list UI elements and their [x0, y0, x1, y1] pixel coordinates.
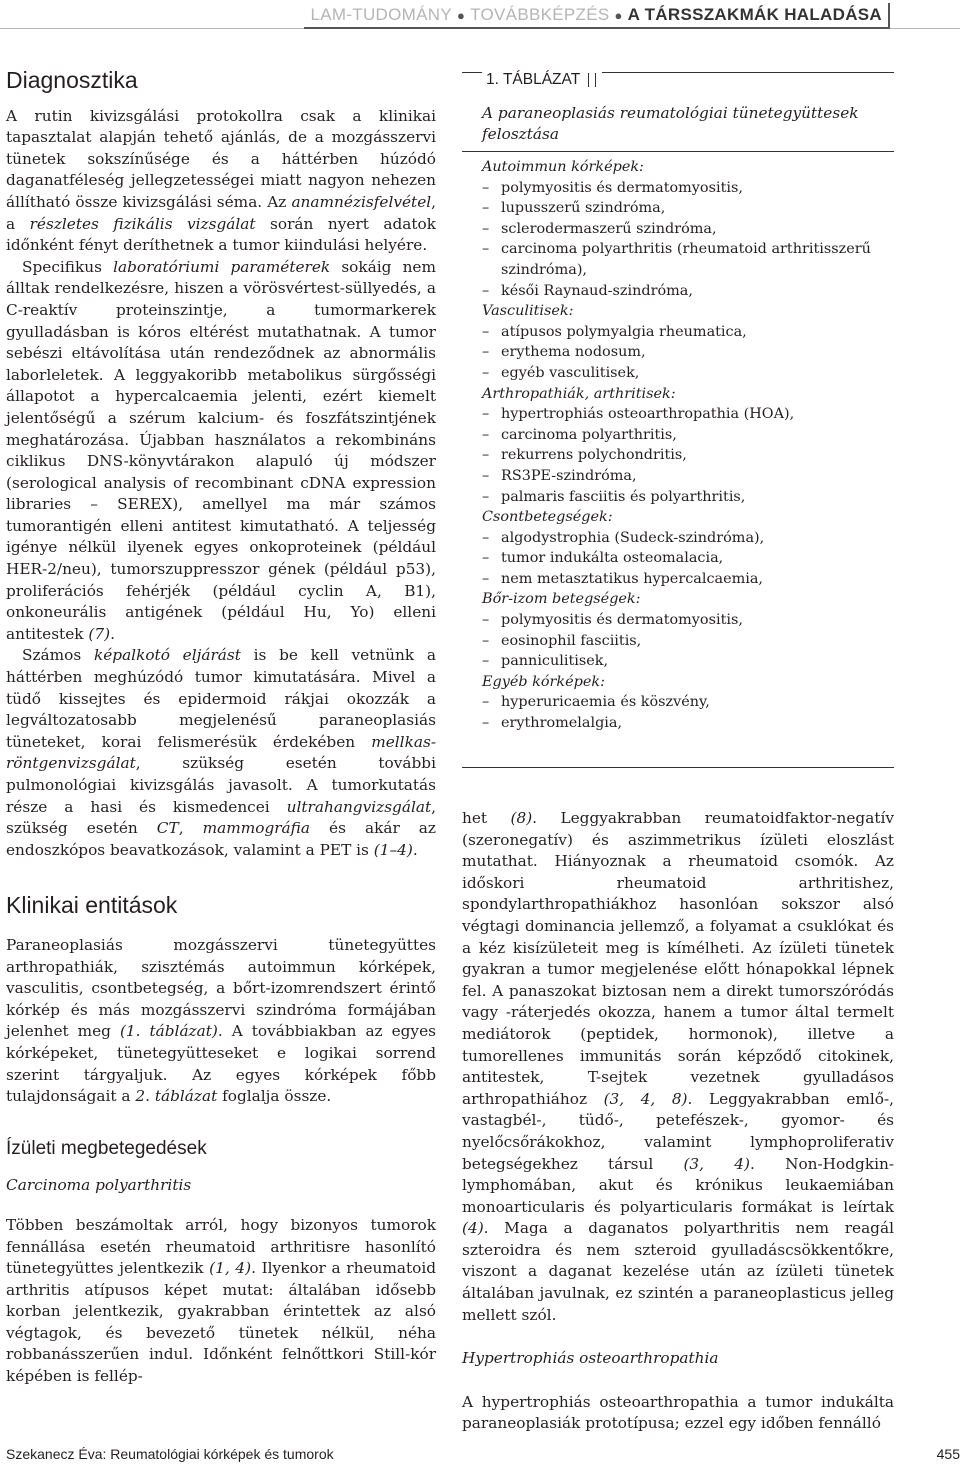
table-list-item: [482, 487, 892, 508]
dash-bullet: –: [482, 529, 490, 546]
dash-bullet: –: [482, 344, 490, 361]
heading-izuleti-megbetegedesek: Ízületi megbetegedések: [6, 1137, 207, 1159]
dash-bullet: –: [482, 467, 490, 484]
dash-bullet: –: [482, 632, 490, 649]
table-reference-link[interactable]: (1. táblázat): [119, 1022, 218, 1041]
dash-bullet: –: [482, 426, 490, 443]
paragraph-carcinoma-continued: het (8). Leggyakrabban reumatoidfaktor-negatív (szeronegatív) és aszimmetrikus ízületi eloszlást mutathat. Hiányoznak a rheumatoid csomók. Az időskori rheumatoid arthritishez, spondylarthropathiákhoz hasonlóan sokszor alsó végtagi dominancia jellemző, a folyamat a csuklókat és a kéz kisízületeit meg is kímélheti. Az ízületi tünetek gyakran a tumor megjelenése előtt hónapokkal lépnek fel. A panaszokat biztosan nem a direkt tumorszóródás vagy -ráterjedés okozza, hanem a tumor által termelt mediátorok (peptidek, hormonok), illetve a tumorellenes immunitás során képződő citokinek, antitestek, T-sejtek vezetnek gyulladásos arthropathiához (3, 4, 8). Leggyakrabban emlő-, vastagbél-, tüdő-, petefészek-, gyomor- és nyelőcsőrákokhoz, valamint lymphoproliferativ betegségekhez társul (3, 4). Non-Hodgkin-lymphomában, akut és krónikus leukaemiában monoarticularis és polyarticularis formákat is leírtak (4). Maga a daganatos polyarthritis nem reagál szteroidra és nem szteroid gyulladáscsökkentőkre, viszont a daganat kezelése után az ízületi tünetek általában javulnak, ez szintén a paraneoplasticus jelleg mellett szól.: [462, 809, 895, 1324]
table-item-text: erythema nodosum,: [501, 344, 646, 361]
heading-diagnosztika: Diagnosztika: [6, 67, 138, 93]
citation-link[interactable]: (3, 4, 8): [603, 1089, 688, 1108]
running-header: [0, 0, 960, 42]
table-list: [482, 157, 892, 734]
table-list-item: [482, 445, 892, 466]
dash-bullet: –: [482, 715, 490, 732]
table-list-item: [482, 631, 892, 652]
table-item-text: tumor indukálta osteomalacia,: [501, 550, 724, 567]
citation-link[interactable]: (1, 4): [209, 1259, 252, 1278]
dash-bullet: –: [482, 406, 490, 423]
subheading-hypertrophias-osteoarthropathia: Hypertrophiás osteoarthropathia: [462, 1349, 719, 1368]
table-list-item: [482, 363, 892, 384]
table-item-text: panniculitisek,: [501, 653, 609, 670]
table-caption-rule: [462, 151, 894, 152]
table-list-item: [482, 569, 892, 590]
table-list-item: [482, 425, 892, 446]
left-column: [6, 67, 437, 1388]
table-category: Arthropathiák, arthritisek:: [482, 385, 676, 402]
dash-bullet: –: [482, 570, 490, 587]
paragraph-intro: A rutin kivizsgálási protokollra csak a klinikai tapasztalat alapján tehető ajánlás, de a mozgásszervi tünetek sokszínűsége és a háttérben húzódó daganatféleség jellegzetességei miatt nagyon nehezen állítható össze kivizsgálási séma. Az anamnézisfelvétel, a részletes fizikális vizsgálat során nyert adatok időnként fényt deríthetnek a tumor kiindulási helyére.: [6, 106, 437, 255]
table-1: [462, 72, 894, 768]
table-item-text: polymyositis és dermatomyositis,: [501, 612, 743, 629]
paragraph-klinikai: Paraneoplasiás mozgásszervi tünetegyüttes arthropathiák, szisztémás autoimmun kórképek, vasculitis, csontbetegség, a bőrt-izomrendszert érintő kórkép és más mozgásszervi szindróma formájában jelenhet meg (1. táblázat). A továbbiakban az egyes kórképeket, tünetegyütteseket e logikai sorrend szerint tárgyaljuk. Az egyes kórképek főbb tulajdonságait a 2. táblázat foglalja össze.: [6, 935, 436, 1106]
page-number: 455: [936, 1446, 960, 1462]
table-item-text: nem metasztatikus hypercalcaemia,: [501, 570, 763, 587]
subheading-carcinoma-polyarthritis: Carcinoma polyarthritis: [6, 1176, 192, 1195]
table-category: Vasculitisek:: [482, 303, 574, 320]
table-list-item: [482, 610, 892, 631]
table-list-item: [482, 404, 892, 425]
table-item-text: egyéb vasculitisek,: [501, 364, 640, 381]
paragraph-carcinoma: Többen beszámoltak arról, hogy bizonyos tumorok fennállása esetén rheumatoid arthritisre hasonlító tünetegyüttes jelentkezik (1, 4). Ilyenkor a rheumatoid arthritis atípusos képet mutat: általában idősebb korban jelentkezik, gyakrabban érintettek az alsó végtagok, és bevezető tünetek nélkül, néha robbanásszerűen indul. Időnként felnőttkori Still-kór képében is fellép-: [6, 1215, 436, 1386]
citation-link[interactable]: (4): [462, 1219, 484, 1238]
footer-author-title: Szekanecz Éva: Reumatológiai kórképek és tumorok: [6, 1446, 334, 1462]
table-label: 1. TÁBLÁZAT: [482, 71, 602, 89]
citation-link[interactable]: (1–4): [373, 840, 413, 859]
table-list-item: [482, 692, 892, 713]
table-item-text: atípusos polymyalgia rheumatica,: [501, 323, 747, 340]
table-item-text: késői Raynaud-szindróma,: [501, 282, 693, 299]
header-part-tarsszakmak: A TÁRSSZAKMÁK HALADÁSA: [627, 5, 882, 24]
table-list-item: [482, 219, 892, 240]
dash-bullet: –: [482, 447, 490, 464]
table-item-text: sclerodermaszerű szindróma,: [501, 220, 717, 237]
dash-bullet: –: [482, 241, 490, 258]
table-item-text: hypertrophiás osteoarthropathia (HOA),: [501, 406, 795, 423]
header-part-tovabbkepzes: TOVÁBBKÉPZÉS: [470, 5, 610, 24]
dash-bullet: –: [482, 694, 490, 711]
heading-klinikai-entitasok: Klinikai entitások: [6, 892, 178, 919]
table-item-text: rekurrens polychondritis,: [501, 447, 687, 464]
table-item-text: carcinoma polyarthritis (rheumatoid arthritisszerű szindróma),: [501, 241, 871, 278]
paragraph-imaging: Számos képalkotó eljárást is be kell vetnünk a háttérben meghúzódó tumor kimutatására. Mivel a tüdő kissejtes és epidermoid rákjai okozzák a legváltozatosabb megjelenésű paraneoplasiás tüneteket, korai felismerésük érdekében mellkas-röntgenvizsgálat, szükség esetén további pulmonológiai kivizsgálás javasolt. A tumorkutatás része a hasi és kismedencei ultrahangvizsgálat, szükség esetén CT, mammográfia és akár az endoszkópos beavatkozások, valamint a PET is (1–4).: [6, 646, 437, 859]
dash-bullet: –: [482, 488, 490, 505]
table-list-item: [482, 651, 892, 672]
dash-bullet: –: [482, 612, 490, 629]
citation-link[interactable]: (8): [510, 809, 533, 827]
dash-bullet: –: [482, 200, 490, 217]
paragraph-hoa: A hypertrophiás osteoarthropathia a tumor indukálta paraneoplasiák prototípusa; ezzel egy időben fennálló: [462, 1392, 894, 1433]
table-list-item: [482, 198, 892, 219]
table-item-text: RS3PE-szindróma,: [501, 467, 637, 484]
table-list-item: [482, 342, 892, 363]
dash-bullet: –: [482, 282, 490, 299]
table-list-item: [482, 281, 892, 302]
table-list-item: [482, 178, 892, 199]
table-category: Autoimmun kórképek:: [482, 159, 644, 175]
table-list-item: [482, 466, 892, 487]
dash-bullet: –: [482, 550, 490, 567]
header-part-lam-tudomany: LAM-TUDOMÁNY: [310, 5, 452, 24]
header-bullet-icon: ●: [456, 7, 466, 23]
dash-bullet: –: [482, 653, 490, 670]
dash-bullet: –: [482, 364, 490, 381]
citation-link[interactable]: (3, 4): [683, 1154, 750, 1173]
table-item-text: hyperuricaemia és köszvény,: [501, 694, 710, 711]
table-list-item: [482, 713, 892, 734]
table-item-text: lupusszerű szindróma,: [501, 200, 666, 217]
paragraph-labor: Specifikus laboratóriumi paraméterek sokáig nem álltak rendelkezésre, hiszen a vörösvértest-süllyedés, a C-reaktív proteinszintje, a tumormarkerek gyulladásban is kóros eltérést mutathatnak. A tumor sebészi eltávolítása után rendeződnek az abnormális laborleletek. A leggyakoribb metabolikus sürgősségi állapotot a hypercalcaemia jelenti, ezért kiemelt jelentőségű a szérum kalcium- és foszfátszintjének meghatározása. Újabban használatos a rekombináns ciklikus DNS-könyvtárakon alapuló új módszer (serological analysis of recombinant cDNA expression libraries – SEREX), amellyel ma már számos tumorantigén elleni antitest kimutatható. A teljesség igénye nélkül ilyenek egyes onkoproteinek (például HER-2/neu), tumorszuppresszor gének (például p53), proliferációs fehérjék (például cyclin A, B1), onkoneurális antigének (például Hu, Yo) elleni antitestek (7).: [6, 257, 436, 643]
dash-bullet: –: [482, 323, 490, 340]
table-item-text: eosinophil fasciitis,: [501, 632, 642, 649]
table-reference-link[interactable]: 2. táblázat: [135, 1087, 218, 1106]
table-item-text: palmaris fasciitis és polyarthritis,: [501, 488, 746, 505]
table-item-text: polymyositis és dermatomyositis,: [501, 179, 743, 196]
table-item-text: algodystrophia (Sudeck-szindróma),: [501, 529, 765, 546]
citation-link[interactable]: (7): [88, 624, 111, 643]
table-category: Egyéb kórképek:: [482, 673, 605, 690]
table-list-item: [482, 239, 892, 280]
table-list-item: [482, 528, 892, 549]
right-column: [462, 808, 894, 1435]
table-caption: A paraneoplasiás reumatológiai tünetegyüttesek felosztása: [482, 104, 859, 143]
table-category: Csontbetegségek:: [482, 509, 613, 526]
table-category: Bőr-izom betegségek:: [482, 591, 641, 608]
table-list-item: [482, 548, 892, 569]
dash-bullet: –: [482, 220, 490, 237]
table-item-text: carcinoma polyarthritis,: [501, 426, 677, 443]
table-list-item: [482, 322, 892, 343]
dash-bullet: –: [482, 179, 490, 196]
header-section-box: [304, 3, 890, 29]
header-bullet-icon: ●: [614, 7, 623, 23]
table-item-text: erythromelalgia,: [501, 715, 623, 732]
